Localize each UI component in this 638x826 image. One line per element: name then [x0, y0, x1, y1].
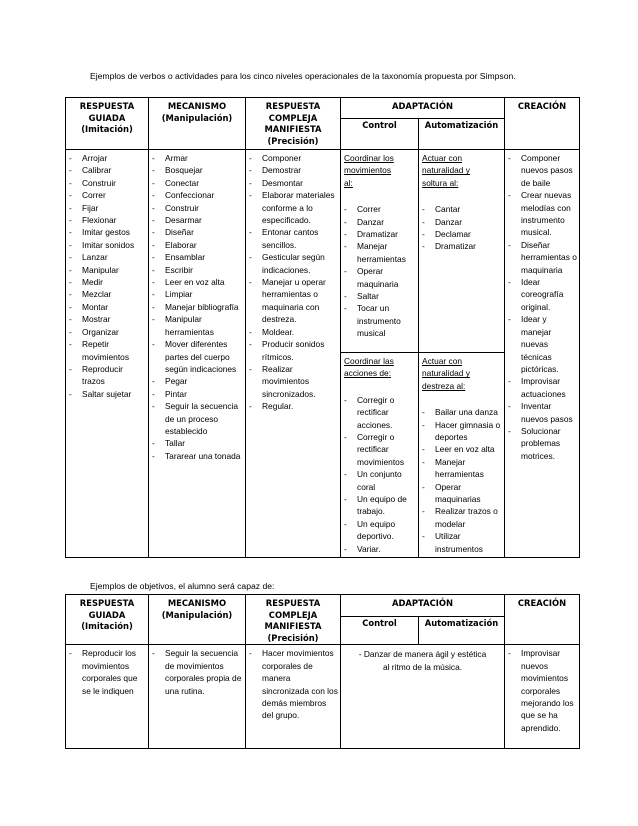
header-compleja: RESPUESTA COMPLEJA MANIFIESTA (Precisión) [246, 98, 341, 150]
list-item: - Variar. [344, 543, 416, 555]
list-item: - Arrojar [69, 152, 146, 164]
list-item: - Elaborar [152, 239, 243, 251]
header-creacion: CREACIÓN [505, 98, 580, 150]
header-control-2: Control [341, 617, 419, 645]
list-item: - Demostrar [249, 164, 338, 176]
list-item: - Imitar sonidos [69, 239, 146, 251]
list-item: - Elaborar materiales conforme a lo especificado. [249, 189, 338, 226]
cell-auto-b: Actuar con naturalidad y destreza al: - Bailar una danza - Hacer gimnasia o deportes - Leer en voz alta - Manejar herramientas - Operar maquinarias - Realizar trazos o modelar - Utilizar instrumentos [419, 353, 505, 558]
obj-mecanismo [149, 645, 246, 749]
caption-top: Ejemplos de verbos o actividades para los cinco niveles operacionales de la taxonomía propuesta por Simpson. [90, 71, 516, 81]
list-item: - Manejar bibliografía [152, 301, 243, 313]
list-item: - Componer [249, 152, 338, 164]
list-item: - Conectar [152, 177, 243, 189]
list-item: - Reproducir trazos [69, 363, 146, 388]
list-item: - Armar [152, 152, 243, 164]
list-item: - Repetir movimientos [69, 338, 146, 363]
list-item: - Idear y manejar nuevas técnicas pictóricas. [508, 313, 577, 375]
list-item: - Leer en voz alta [422, 443, 502, 455]
list-item: - Crear nuevas melodías con instrumento musical. [508, 189, 577, 239]
cell-auto-a: Actuar con naturalidad y soltura al: - Cantar - Danzar - Declamar - Dramatizar [419, 150, 505, 353]
header-control: Control [341, 119, 419, 150]
header-mecanismo-2: MECANISMO (Manipulación) [149, 595, 246, 645]
cell-control-b: Coordinar las acciones de: - Corregir o rectificar acciones. - Corregir o rectificar movimientos - Un conjunto coral - Un equipo de trabajo. - Un equipo deportivo. - Variar. [341, 353, 419, 558]
list-item: - Hacer movimientos corporales de manera sincronizada con los demás miembros del grupo. [249, 647, 338, 721]
list-item: - Producir sonidos rítmicos. [249, 338, 338, 363]
caption-bottom: Ejemplos de objetivos, el alumno será capaz de: [90, 581, 275, 591]
list-item: - Solucionar problemas motrices. [508, 425, 577, 462]
header-adaptacion-2: ADAPTACIÓN [341, 595, 505, 617]
list-item: - Seguir la secuencia de un proceso establecido [152, 400, 243, 437]
list-item: - Un conjunto coral [344, 468, 416, 493]
list-item: - Ensamblar [152, 251, 243, 263]
list-item: - Gesticular según indicaciones. [249, 251, 338, 276]
list-item: - Corregir o rectificar movimientos [344, 431, 416, 468]
list-item: - Operar maquinaria [344, 265, 416, 290]
list-item: - Seguir la secuencia de movimientos corporales propia de una rutina. [152, 647, 243, 697]
list-item: - Diseñar [152, 226, 243, 238]
list-item: - Realizar movimientos sincronizados. [249, 363, 338, 400]
list-item: - Saltar sujetar [69, 388, 146, 400]
list-item: - Escribir [152, 264, 243, 276]
list-item: - Inventar nuevos pasos [508, 400, 577, 425]
list-item: - Pegar [152, 375, 243, 387]
cell-mecanismo [149, 150, 246, 558]
list-item: - Hacer gimnasia o deportes [422, 419, 502, 444]
header-automatizacion: Automatización [419, 119, 505, 150]
list-item: - Reproducir los movimientos corporales que se le indiquen [69, 647, 146, 697]
list-item: - Saltar [344, 290, 416, 302]
objectives-table [65, 594, 580, 749]
list-item: - Diseñar herramientas o maquinaria [508, 239, 577, 276]
list-item: - Moldear. [249, 326, 338, 338]
list-item: - Operar maquinarias [422, 481, 502, 506]
list-item: - Flexionar [69, 214, 146, 226]
list-item: - Improvisar nuevos movimientos corporales mejorando los que se ha aprendido. [508, 647, 577, 734]
list-item: - Danzar [422, 216, 502, 228]
obj-adaptacion: - Danzar de manera ágil y estética al ritmo de la música. [341, 645, 505, 749]
cell-guiada [66, 150, 149, 558]
list-item: - Mezclar [69, 288, 146, 300]
list-item: - Componer nuevos pasos de baile [508, 152, 577, 189]
list-item: - Desarmar [152, 214, 243, 226]
list-item: - Dramatizar [422, 240, 502, 252]
list-item: - Construir [69, 177, 146, 189]
list-item: - Correr [344, 203, 416, 215]
list-item: - Leer en voz alta [152, 276, 243, 288]
list-item: - Correr [69, 189, 146, 201]
list-item: - Medir [69, 276, 146, 288]
list-item: - Dramatizar [344, 228, 416, 240]
list-item: - Confeccionar [152, 189, 243, 201]
cell-compleja [246, 150, 341, 558]
list-item: - Corregir o rectificar acciones. [344, 394, 416, 431]
list-item: - Manipular herramientas [152, 313, 243, 338]
obj-guiada [66, 645, 149, 749]
list-item: - Realizar trazos o modelar [422, 505, 502, 530]
list-item: - Entonar cantos sencillos. [249, 226, 338, 251]
list-item: - Desmontar [249, 177, 338, 189]
list-item: - Imitar gestos [69, 226, 146, 238]
list-item: - Construir [152, 202, 243, 214]
verbs-table [65, 97, 580, 558]
cell-control-a: Coordinar los movimientos al: - Correr - Danzar - Dramatizar - Manejar herramientas - Operar maquinaria - Saltar - Tocar un instrumento musical [341, 150, 419, 353]
list-item: - Mostrar [69, 313, 146, 325]
header-adaptacion: ADAPTACIÓN [341, 98, 505, 119]
list-item: - Danzar [344, 216, 416, 228]
list-item: - Cantar [422, 203, 502, 215]
list-item: - Organizar [69, 326, 146, 338]
list-item: - Un equipo deportivo. [344, 518, 416, 543]
list-item: - Calibrar [69, 164, 146, 176]
header-mecanismo: MECANISMO (Manipulación) [149, 98, 246, 150]
list-item: - Mover diferentes partes del cuerpo según indicaciones [152, 338, 243, 375]
header-compleja-2: RESPUESTA COMPLEJA MANIFIESTA (Precisión) [246, 595, 341, 645]
list-item: - Tallar [152, 437, 243, 449]
header-guiada: RESPUESTA GUIADA (Imitación) [66, 98, 149, 150]
list-item: - Limpiar [152, 288, 243, 300]
list-item: - Manipular [69, 264, 146, 276]
list-item: - Idear coreografía original. [508, 276, 577, 313]
list-item: - Declamar [422, 228, 502, 240]
list-item: - Un equipo de trabajo. [344, 493, 416, 518]
list-item: - Manejar herramientas [344, 240, 416, 265]
list-item: - Montar [69, 301, 146, 313]
obj-creacion [505, 645, 580, 749]
obj-compleja [246, 645, 341, 749]
header-creacion-2: CREACIÓN [505, 595, 580, 645]
list-item: - Fijar [69, 202, 146, 214]
list-item: - Lanzar [69, 251, 146, 263]
cell-creacion [505, 150, 580, 558]
list-item: - Manejar herramientas [422, 456, 502, 481]
list-item: - Bosquejar [152, 164, 243, 176]
list-item: - Utilizar instrumentos [422, 530, 502, 555]
list-item: - Pintar [152, 388, 243, 400]
list-item: - Regular. [249, 400, 338, 412]
list-item: - Manejar u operar herramientas o maquinaria con destreza. [249, 276, 338, 326]
header-guiada-2: RESPUESTA GUIADA (Imitación) [66, 595, 149, 645]
list-item: - Bailar una danza [422, 406, 502, 418]
list-item: - Improvisar actuaciones [508, 375, 577, 400]
header-automatizacion-2: Automatización [419, 617, 505, 645]
list-item: - Tararear una tonada [152, 450, 243, 462]
list-item: - Tocar un instrumento musical [344, 302, 416, 339]
